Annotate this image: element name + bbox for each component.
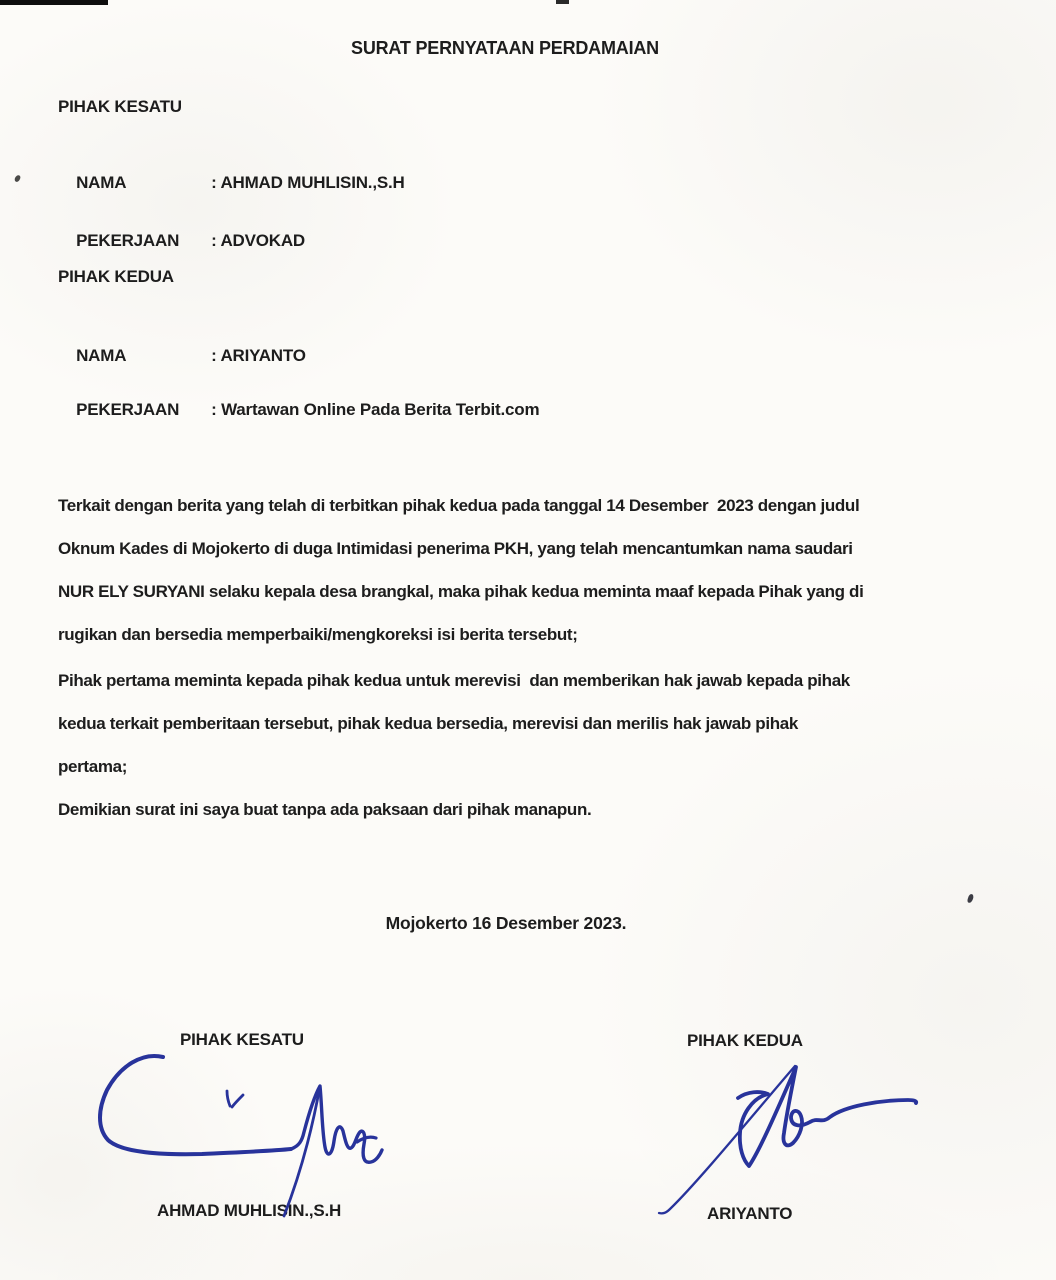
- field-value-pekerjaan: : Wartawan Online Pada Berita Terbit.com: [211, 400, 540, 419]
- signature-second-name: ARIYANTO: [707, 1204, 793, 1223]
- first-party-signature-dash: [357, 1137, 376, 1142]
- first-party-signature-tick: [227, 1091, 243, 1107]
- signature-first-heading: PIHAK KESATU: [180, 1030, 304, 1049]
- second-party-signature: [738, 1067, 916, 1166]
- field-value-nama: : ARIYANTO: [211, 346, 306, 365]
- scan-artifact-top-mark: [556, 0, 569, 4]
- party-second-heading: PIHAK KEDUA: [58, 267, 174, 286]
- scan-artifact-left-speck: [14, 174, 21, 182]
- paragraph-3: [58, 788, 1008, 831]
- paragraph-line: Pihak pertama meminta kepada pihak kedua untuk merevisi dan memberikan hak jawab kepada pihak: [58, 671, 850, 690]
- field-row-name-first: [58, 153, 405, 213]
- document-title: SURAT PERNYATAAN PERDAMAIAN: [351, 38, 659, 58]
- scan-artifact-right-speck: [967, 893, 975, 903]
- paragraph-line: pertama;: [58, 757, 128, 776]
- field-label-pekerjaan: PEKERJAAN: [76, 231, 180, 250]
- field-row-job-second: [58, 380, 539, 440]
- signature-first-name: AHMAD MUHLISIN.,S.H: [157, 1201, 342, 1220]
- paragraph-line: kedua terkait pemberitaan tersebut, pihak kedua bersedia, merevisi dan merilis hak jawab pihak: [58, 714, 798, 733]
- paragraph-line: Oknum Kades di Mojokerto di duga Intimidasi penerima PKH, yang telah mencantumkan nama saudari: [58, 539, 853, 558]
- party-first-heading: PIHAK KESATU: [58, 97, 182, 116]
- paragraph-line: Terkait dengan berita yang telah di terbitkan pihak kedua pada tanggal 14 Desember 2023 dengan judul: [58, 496, 860, 515]
- paragraph-line: rugikan dan bersedia memperbaiki/mengkoreksi isi berita tersebut;: [58, 625, 578, 644]
- paragraph-line: NUR ELY SURYANI selaku kepala desa brangkal, maka pihak kedua meminta maaf kepada Pihak yang di: [58, 582, 864, 601]
- field-value-pekerjaan: : ADVOKAD: [211, 231, 305, 250]
- first-party-signature: [100, 1056, 291, 1154]
- field-label-nama: NAMA: [76, 173, 127, 192]
- paragraph-1: [58, 484, 1008, 656]
- second-party-signature-diagonal: [659, 1066, 795, 1213]
- field-row-name-second: [58, 326, 306, 386]
- paragraph-2: [58, 659, 1008, 788]
- first-party-signature-scribble: [291, 1086, 382, 1162]
- field-row-job-first: [58, 211, 305, 271]
- ink-group: [100, 1056, 916, 1216]
- dateline: Mojokerto 16 Desember 2023.: [385, 913, 627, 933]
- scan-artifact-top-bar: [0, 0, 108, 5]
- first-party-signature-descender: [284, 1086, 320, 1216]
- field-label-nama: NAMA: [76, 346, 127, 365]
- paragraph-line: Demikian surat ini saya buat tanpa ada paksaan dari pihak manapun.: [58, 800, 592, 819]
- signature-second-heading: PIHAK KEDUA: [687, 1031, 803, 1050]
- field-value-nama: : AHMAD MUHLISIN.,S.H: [211, 173, 405, 192]
- field-label-pekerjaan: PEKERJAAN: [76, 400, 180, 419]
